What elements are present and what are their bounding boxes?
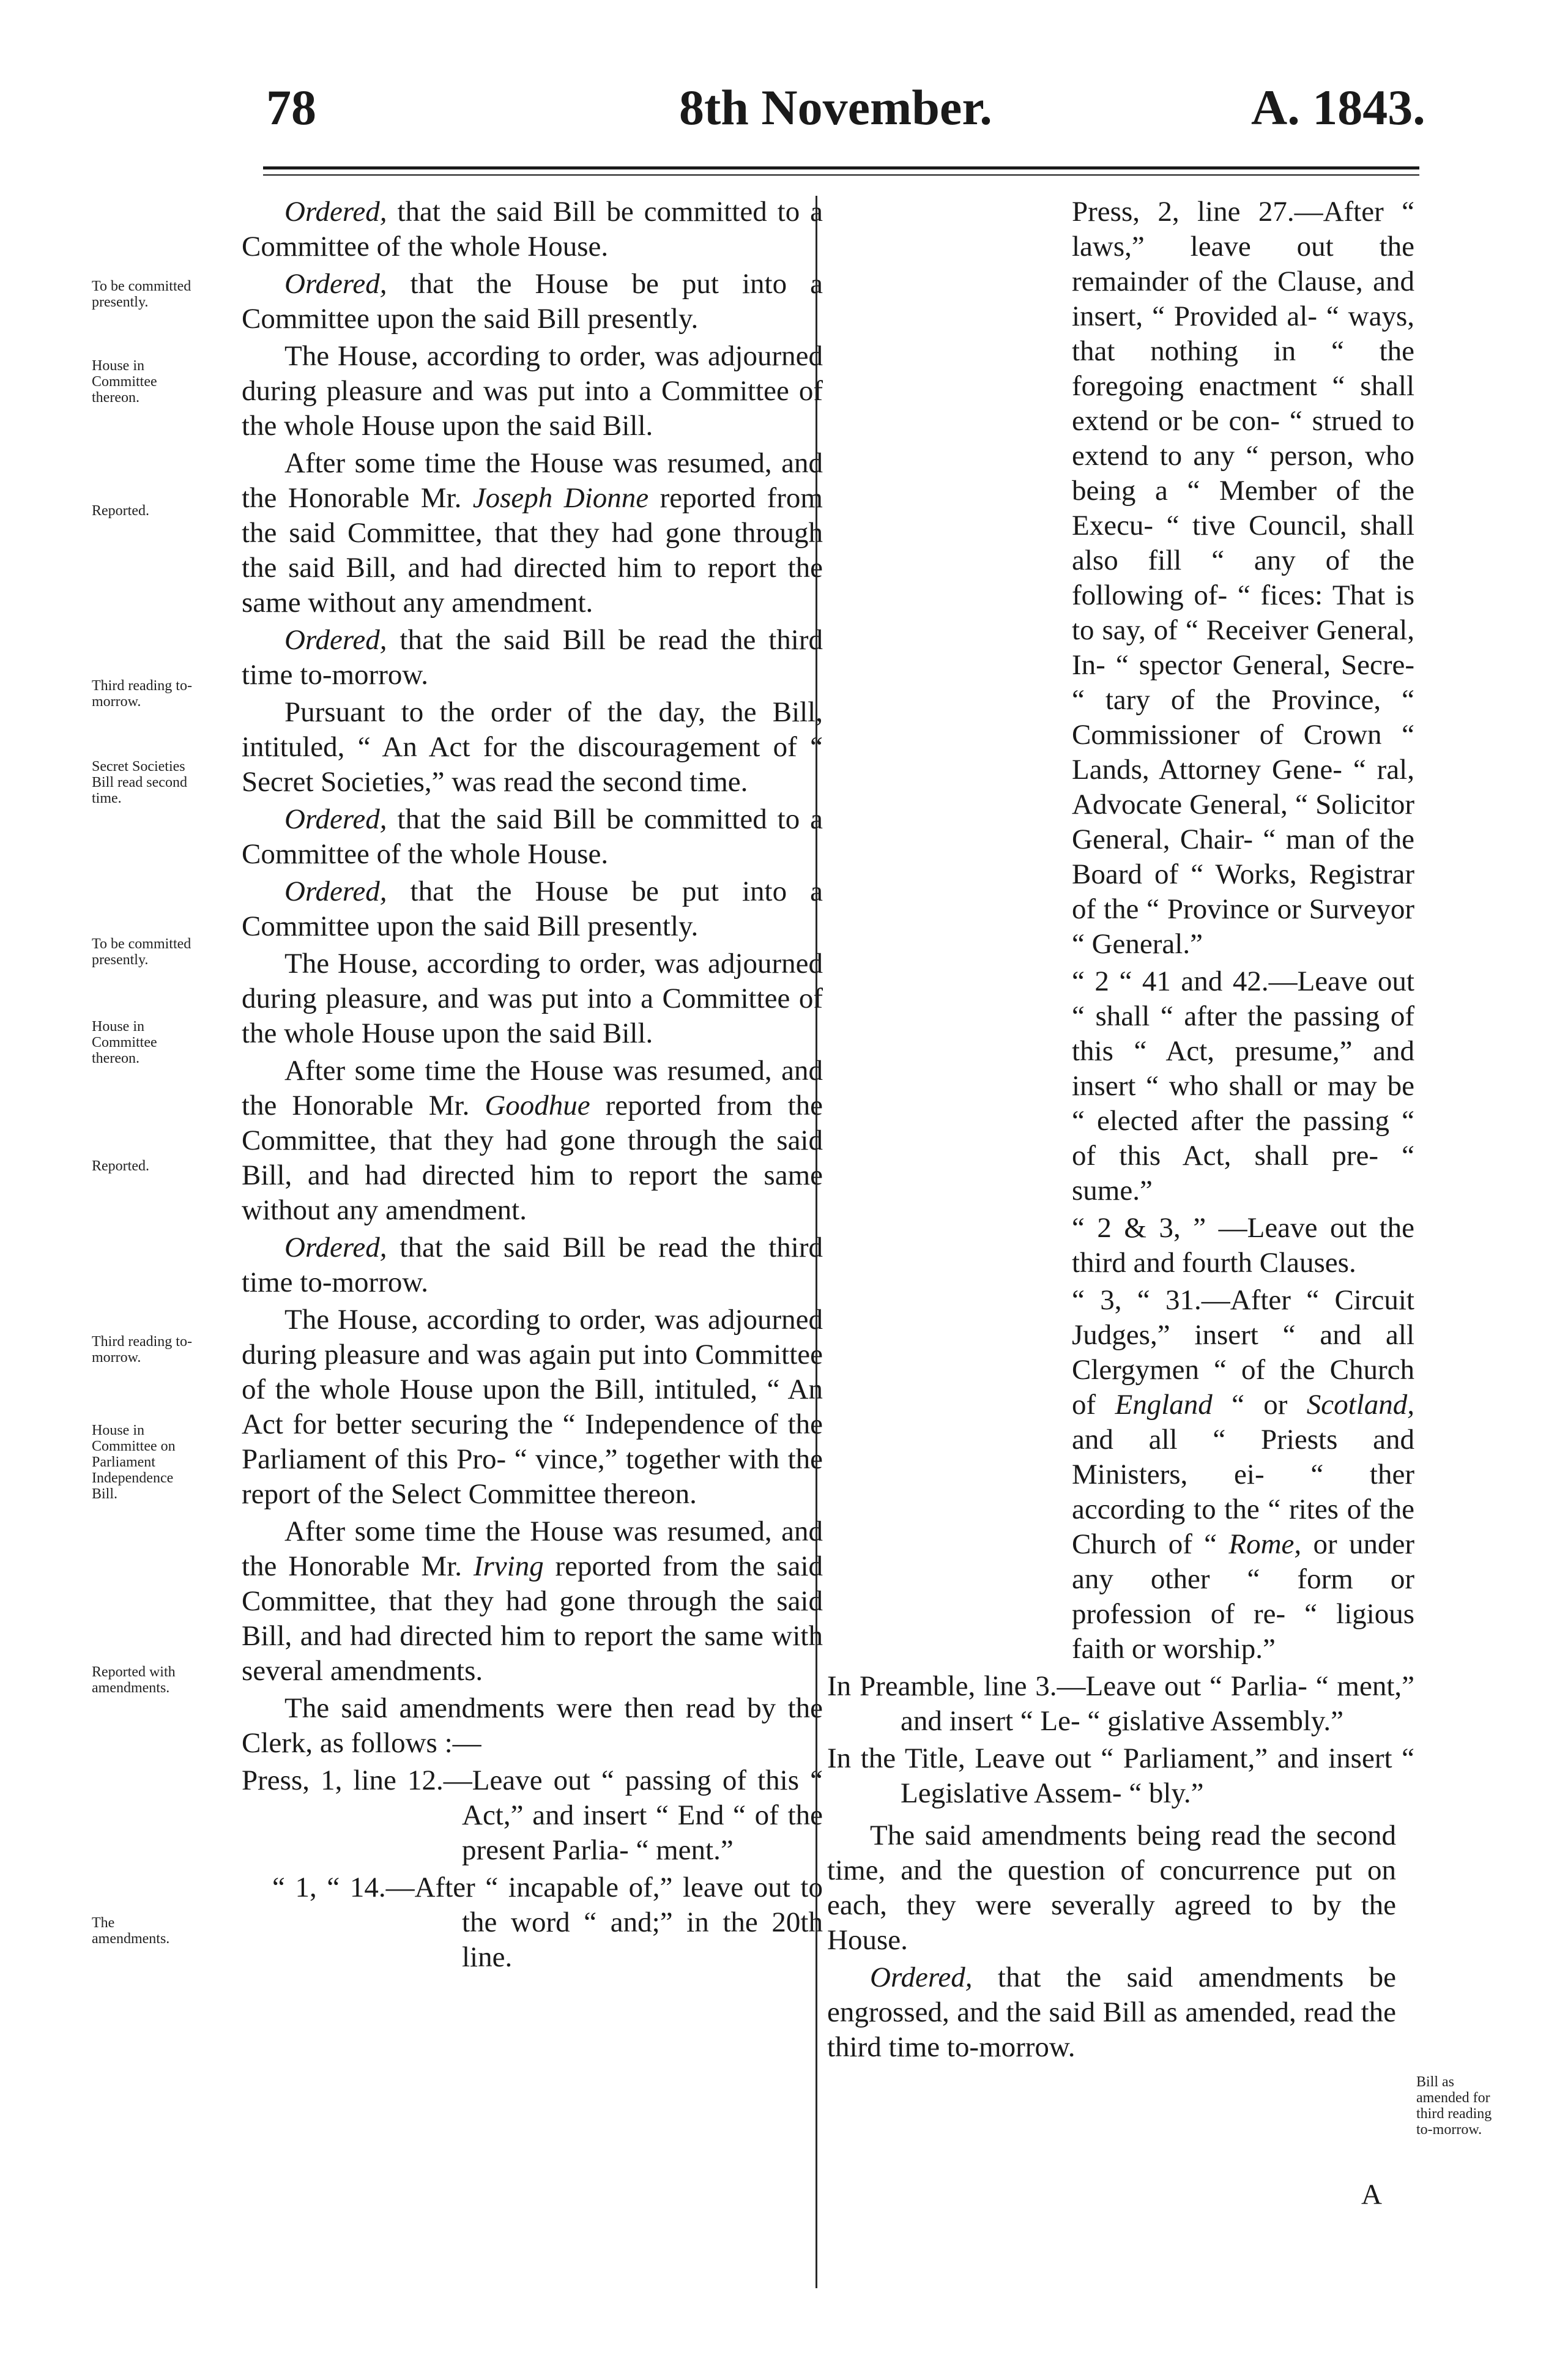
amendment-item: “ 3, “ 31.—After “ Circuit Judges,” insert “ and all Clergymen “ of the Church of England “ or Scotland, and all “ Priests and Ministers, ei- “ ther according to the “ rites of the Church of “ Rome, or under any other “ form or profession of re- “ ligious faith or worship.” (1072, 1284, 1414, 1665)
margin-note: To be committed presently. (92, 936, 191, 968)
amendment-item: In the Title, Leave out “ Parliament,” and insert “ Legislative Assem- “ bly.” (827, 1742, 1414, 1809)
header-rule (263, 166, 1419, 169)
amendment-item: “ 1, “ 14.—After “ incapable of,” leave out to the word “ and;” in the 20th line. (272, 1872, 823, 1973)
right-column (827, 195, 1414, 2065)
margin-note: Bill as amended for third reading to-morrow. (1416, 2074, 1492, 2138)
paragraph: The said amendments were then read by the Clerk, as follows :— (242, 1692, 823, 1759)
paragraph: After some time the House was resumed, and the Honorable Mr. Joseph Dionne reported from the said Committee, that they had gone through the said Bill, and had directed him to report the same without any amendment. (242, 447, 823, 619)
margin-note: The amendments. (92, 1915, 170, 1947)
paragraph: Ordered, that the House be put into a Committee upon the said Bill presently. (242, 876, 823, 942)
header-rule-thin (263, 174, 1419, 176)
margin-note: Third reading to-morrow. (92, 678, 192, 710)
margin-note: House in Committee thereon. (92, 358, 157, 406)
margin-note: Reported. (92, 503, 149, 519)
margin-note: Third reading to-morrow. (92, 1334, 192, 1366)
margin-note: Reported with amendments. (92, 1664, 176, 1696)
page-number: 78 (266, 80, 316, 135)
page-date: 8th November. (679, 80, 992, 135)
signature-mark: A (1361, 2179, 1382, 2210)
left-column (242, 195, 823, 1975)
amendment-item: Press, 2, line 27.—After “ laws,” leave out the remainder of the Clause, and insert, “ Provided al- “ ways, that nothing in “ the foregoing enactment “ shall extend or be con- “ strued to extend to any “ person, who being a “ Member of the Execu- “ tive Council, shall also fill “ any of the following of- “ fices: That is to say, of “ Receiver General, In- “ spector General, Secre- “ tary of the Province, “ Commissioner of Crown “ Lands, Attorney Gene- “ ral, Advocate General, “ Solicitor General, Chair- “ man of the Board of “ Works, Registrar of the “ Province or Surveyor “ General.” (1072, 196, 1414, 960)
amendment-item: “ 2 “ 41 and 42.—Leave out “ shall “ after the passing of this “ Act, presume,” and insert “ who shall or may be “ elected after the passing “ of this Act, shall pre- “ sume.” (1072, 965, 1414, 1207)
paragraph: Ordered, that the said Bill be committed to a Committee of the whole House. (242, 803, 823, 870)
paragraph: Ordered, that the said Bill be read the third time to-morrow. (242, 624, 823, 691)
paragraph: The House, according to order, was adjourned during pleasure and was again put into Committee of the whole House upon the Bill, intituled, “ An Act for better securing the “ Independence of the Parliament of this Pro- “ vince,” together with the report of the Select Committee thereon. (242, 1304, 823, 1510)
paragraph: Ordered, that the said Bill be read the third time to-morrow. (242, 1232, 823, 1298)
paragraph: Ordered, that the said Bill be committed to a Committee of the whole House. (242, 196, 823, 262)
paragraph: The House, according to order, was adjourned during pleasure, and was put into a Committee of the whole House upon the said Bill. (242, 948, 823, 1049)
margin-note: House in Committee thereon. (92, 1019, 157, 1066)
paragraph: The House, according to order, was adjourned during pleasure and was put into a Committee of the whole House upon the said Bill. (242, 340, 823, 442)
amendment-item: “ 2 & 3, ” —Leave out the third and fourth Clauses. (1072, 1212, 1414, 1279)
margin-note: Secret Societies Bill read second time. (92, 759, 187, 806)
amendment-item: Press, 1, line 12.—Leave out “ passing of this “ Act,” and insert “ End “ of the present Parlia- “ ment.” (242, 1764, 823, 1866)
paragraph: Ordered, that the said amendments be engrossed, and the said Bill as amended, read the third time to-morrow. (827, 1961, 1396, 2063)
paragraph: After some time the House was resumed, and the Honorable Mr. Goodhue reported from the Committee, that they had gone through the said Bill, and had directed him to report the same without any amendment. (242, 1055, 823, 1226)
margin-note: House in Committee on Parliament Independence Bill. (92, 1422, 176, 1502)
paragraph: Pursuant to the order of the day, the Bill, intituled, “ An Act for the discouragement of “ Secret Societies,” was read the second time. (242, 696, 823, 798)
amendment-item: In Preamble, line 3.—Leave out “ Parlia- “ ment,” and insert “ Le- “ gislative Assembly.” (827, 1670, 1414, 1737)
margin-note: Reported. (92, 1158, 149, 1174)
paragraph: The said amendments being read the second time, and the question of concurrence put on each, they were severally agreed to by the House. (827, 1820, 1396, 1956)
page-year: A. 1843. (1251, 80, 1425, 135)
margin-note: To be committed presently. (92, 278, 191, 310)
paragraph: Ordered, that the House be put into a Committee upon the said Bill presently. (242, 268, 823, 335)
paragraph: After some time the House was resumed, and the Honorable Mr. Irving reported from the said Committee, that they had gone through the said Bill, and had directed him to report the same with several amendments. (242, 1515, 823, 1687)
